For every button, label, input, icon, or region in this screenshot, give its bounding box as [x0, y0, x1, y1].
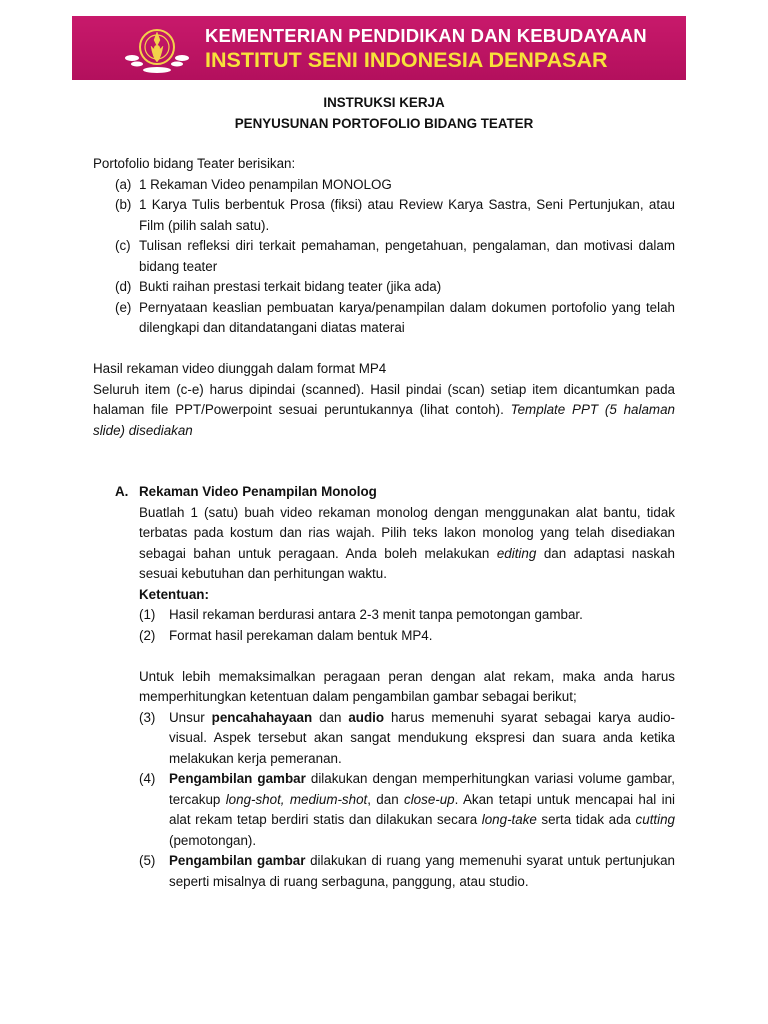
document-body — [93, 93, 675, 892]
doc-title-1: INSTRUKSI KERJA — [323, 95, 445, 110]
doc-title-2: PENYUSUNAN PORTOFOLIO BIDANG TEATER — [234, 115, 534, 131]
shooting-rules-list — [93, 708, 675, 893]
list-item: (2) Format hasil perekaman dalam bentuk MP4. — [139, 627, 433, 643]
list-item: (e) Pernyataan keaslian pembuatan karya/penampilan dalam dokumen portofolio yang telah dilengkapi dan ditandatangani diatas materai — [115, 299, 675, 335]
header-banner — [72, 16, 686, 80]
rules-list — [93, 605, 675, 646]
isi-denpasar-emblem-icon — [124, 20, 190, 76]
list-item: (d) Bukti raihan prestasi terkait bidang teater (jika ada) — [115, 279, 442, 294]
upload-note: Hasil rekaman video diunggah dalam format MP4 — [93, 361, 387, 376]
list-item: (a) 1 Rekaman Video penampilan MONOLOG — [115, 176, 392, 192]
institute-name: INSTITUT SENI INDONESIA DENPASAR — [205, 48, 608, 72]
list-item: (4) Pengambilan gambar dilakukan dengan memperhitungkan variasi volume gambar, tercakup long-shot, medium-shot, dan close-up. Akan tetapi untuk mencapai hal ini alat rekam tetap berdiri statis dan dilakukan secara long-take serta tidak ada cutting (pemotongan). — [139, 771, 675, 848]
list-item: (5) Pengambilan gambar dilakukan di ruang yang memenuhi syarat untuk pertunjukan seperti misalnya di ruang serbaguna, panggung, atau studio. — [139, 853, 675, 889]
list-item: (b) 1 Karya Tulis berbentuk Prosa (fiksi) atau Review Karya Sastra, Seni Pertunjukan, atau Film (pilih salah satu). — [115, 197, 675, 233]
section-a-heading: A. Rekaman Video Penampilan Monolog — [115, 484, 377, 499]
intro-text: Portofolio bidang Teater berisikan: — [93, 156, 296, 171]
list-item: (c) Tulisan refleksi diri terkait pemahaman, pengetahuan, pengalaman, dan motivasi dalam bidang teater — [115, 238, 675, 274]
ministry-name: KEMENTERIAN PENDIDIKAN DAN KEBUDAYAAN — [205, 25, 647, 46]
list-item: (3) Unsur pencahahayaan dan audio harus memenuhi syarat sebagai karya audio-visual. Aspek tersebut akan sangat mendukung ekspresi dan suara anda ketika melakukan kerja pemeranan. — [139, 709, 675, 766]
ketentuan-label: Ketentuan: — [139, 586, 209, 602]
portfolio-items-list — [93, 175, 675, 339]
scan-note: Seluruh item (c-e) harus dipindai (scanned). Hasil pindai (scan) setiap item dicantumkan pada halaman file PPT/Powerpoint sesuai peruntukannya (lihat contoh). Template PPT (5 halaman slide) disediakan — [93, 381, 675, 438]
list-item: (1) Hasil rekaman berdurasi antara 2-3 menit tanpa pemotongan gambar. — [139, 607, 583, 622]
shooting-intro: Untuk lebih memaksimalkan peragaan peran dengan alat rekam, maka anda harus memperhitungkan ketentuan dalam pengambilan gambar sebagai berikut; — [139, 668, 675, 704]
section-a-body: Buatlah 1 (satu) buah video rekaman monolog dengan menggunakan alat bantu, tidak terbatas pada kostum dan rias wajah. Pilih teks lakon monolog yang telah disediakan sebagai bahan untuk peragaan. Anda boleh melakukan editing dan adaptasi naskah sesuai kebutuhan dan perhitungan waktu. — [139, 504, 675, 581]
